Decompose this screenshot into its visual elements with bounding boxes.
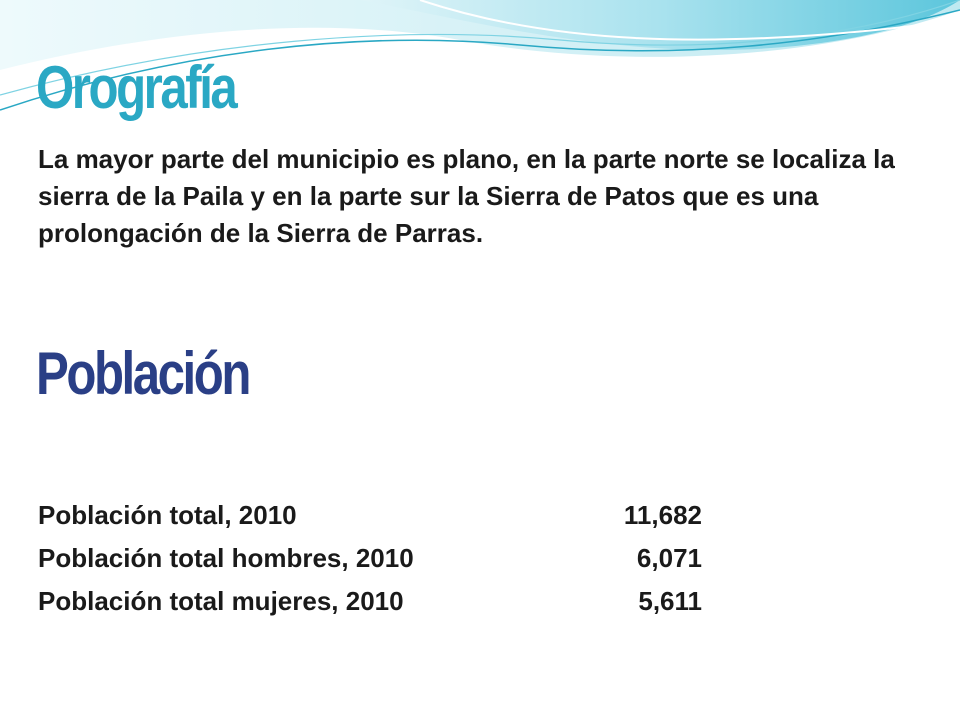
population-stats <box>38 500 738 629</box>
stat-value: 11,682 <box>623 500 702 530</box>
stat-label: Población total hombres, 2010 <box>38 543 414 573</box>
stat-row-hombres <box>38 543 738 586</box>
stat-label: Población total, 2010 <box>38 500 297 530</box>
orografia-description: La mayor parte del municipio es plano, en la parte norte se localiza la sierra de la Paila y en la parte sur la Sierra de Patos que es una prolongación de la Sierra de Parras. <box>38 144 895 248</box>
poblacion-heading: Población <box>36 340 249 407</box>
orografia-heading: Orografía <box>36 54 236 121</box>
stat-value: 6,071 <box>636 543 702 573</box>
stat-row-total <box>38 500 738 543</box>
stat-row-mujeres <box>38 586 738 629</box>
stat-label: Población total mujeres, 2010 <box>38 586 404 616</box>
stat-value: 5,611 <box>638 586 702 616</box>
